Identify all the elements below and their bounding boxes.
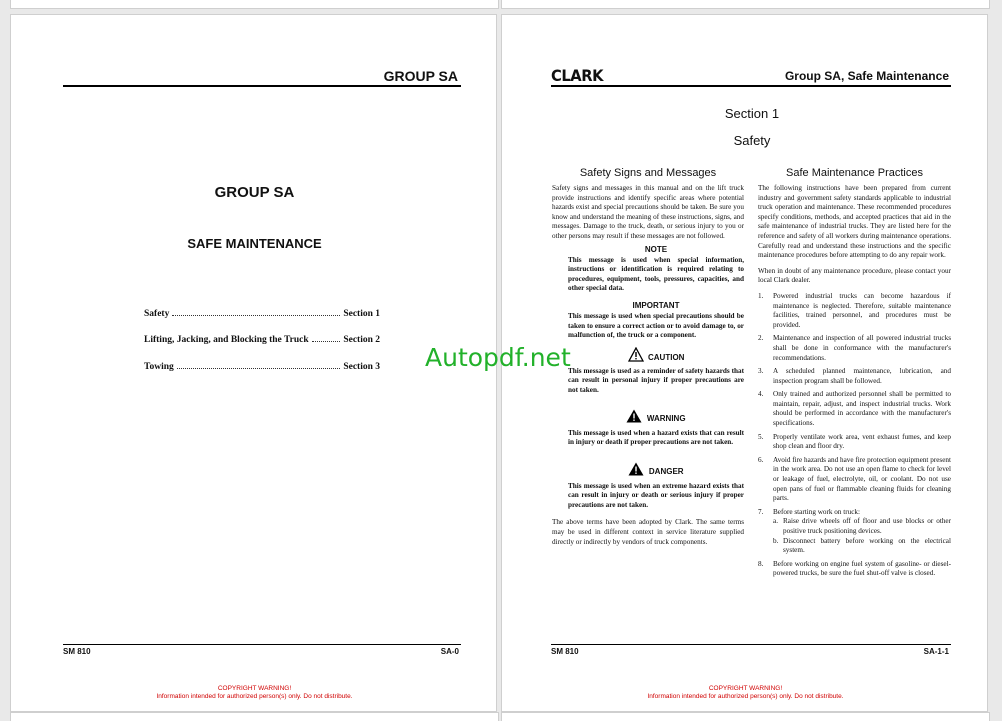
copyright-text: Information intended for authorized person(s) only. Do not distribute. [647,693,844,700]
note-text: This message is used when special information, instructions or identification is required relating to procedures, equipment, tools, pressures, capacities, and other special data. [568,255,744,293]
danger-text: This message is used when an extreme hazard exists that can result in injury or death or serious injury if proper precautions are not taken. [568,481,744,509]
caution-triangle-icon [628,347,644,362]
toc-section: Section 2 [343,335,380,345]
caution-label: CAUTION [648,352,685,362]
safety-signs-column [552,167,744,547]
copyright-warning [11,685,498,701]
list-item: 6. Avoid fire hazards and have fire protection equipment present in the work area. Do not use an open flame to check for level or leakage of fuel, electrolyte, oil, or coolant. Do not use open pans of fuel or flammable cleaning fluids for cleaning parts. [758,455,951,503]
header-rule [551,85,951,87]
footer-manual-number: SM 810 [551,647,579,656]
list-item: 7. Before starting work on truck: a. Raise drive wheels off of floor and use blocks or other positive truck positioning devices. b. Disconnect battery before working on the electrical system. [758,507,951,555]
left-page-header: GROUP SA [383,68,458,84]
copyright-text: Information intended for authorized person(s) only. Do not distribute. [156,693,353,700]
section-title: Safety [733,133,771,148]
danger-heading [552,461,744,479]
toc-label: Safety [144,309,170,319]
copyright-title: COPYRIGHT WARNING! [217,685,292,692]
toc-section: Section 3 [343,362,380,372]
left-page [10,14,497,712]
safe-maintenance-intro: The following instructions have been prepared from current industry and government safety standards applicable to industrial truck operation and maintenance. These recommended procedures specify conditions, methods, and accepted practices that aid in the safe maintenance of industrial trucks. They are listed here for the reference and safety of all workers during maintenance operations. Carefully read and understand these instructions and the specific maintenance procedures before attempting to do any repair work. [758,184,951,260]
toc-row-towing[interactable] [144,362,380,372]
footer-rule [551,644,951,645]
header-rule [63,85,461,87]
important-text: This message is used when special precautions should be taken to ensure a correct action or to avoid damage to, or malfunction of, the truck or a component. [568,311,744,340]
warning-label: WARNING [646,413,686,423]
prev-page-edge-left [10,0,499,9]
caution-heading [552,347,744,365]
warning-heading [552,408,744,426]
footer-page-number: SA-1-1 [923,647,949,656]
toc-section: Section 1 [343,309,380,319]
warning-triangle-icon [626,409,642,423]
caution-text: This message is used as a reminder of safety hazards that can result in personal injury if proper precautions are not taken. [568,366,744,394]
list-item: 5. Properly ventilate work area, vent exhaust fumes, and keep shop clean and floor dry. [758,432,951,451]
clark-logo: CLARK [551,66,604,85]
important-label: IMPORTANT [632,300,680,310]
watermark: Autopdf.net [425,343,571,372]
footer-manual-number: SM 810 [63,647,91,656]
safety-signs-heading: Safety Signs and Messages [579,167,717,179]
sub-list-item: b. Disconnect battery before working on the electrical system. [773,536,951,555]
toc-leader [177,368,341,369]
danger-label: DANGER [648,466,684,476]
next-page-edge-right [501,712,990,721]
danger-triangle-icon [628,462,644,476]
safe-maintenance-heading: Safe Maintenance Practices [786,167,923,179]
toc-leader [312,341,341,342]
toc-row-lifting[interactable] [144,335,380,345]
sub-list-item: a. Raise drive wheels off of floor and use blocks or other positive truck positioning devices. [773,517,951,535]
toc-row-safety[interactable] [144,309,380,319]
footer-page-number: SA-0 [440,647,459,656]
right-page [501,14,988,712]
group-subtitle: SAFE MAINTENANCE [187,236,322,251]
safe-maintenance-column [758,167,951,583]
prev-page-edge-right [501,0,990,9]
section-number: Section 1 [724,106,780,121]
safety-signs-intro: Safety signs and messages in this manual and on the lift truck provide instructions and identify specific areas where potential hazards exist and special precautions should be taken. Be sure you know and understand the meaning of these instructions, signs, and messages. Damage to the truck, death, or serious injury to you or other persons may result if these messages are not followed. [552,184,744,240]
toc-leader [172,315,340,316]
safety-signs-outro: The above terms have been adopted by Clark. The same terms may be used in different context in service literature supplied directly or indirectly by vendors of truck components. [552,518,744,546]
list-item: 4. Only trained and authorized personnel shall be permitted to maintain, repair, adjust, and inspect industrial trucks. Work should be performed in accordance with the manufacturer's specifications. [758,390,951,428]
copyright-warning [502,685,989,701]
next-page-edge-left [10,712,499,721]
group-title: GROUP SA [214,184,295,201]
safe-maintenance-intro-2: When in doubt of any maintenance procedure, please contact your local Clark dealer. [758,266,951,285]
list-item: 2. Maintenance and inspection of all powered industrial trucks shall be done in conformance with the manufacturer's recommendations. [758,334,951,362]
list-item: 3. A scheduled planned maintenance, lubrication, and inspection program shall be followed. [758,367,951,385]
note-label: NOTE [644,244,668,254]
warning-text: This message is used when a hazard exists that can result in injury or death if proper precautions are not taken. [568,428,744,447]
list-item: 8. Before working on engine fuel system of gasoline- or diesel-powered trucks, be sure the fuel shut-off valve is closed. [758,559,951,578]
copyright-title: COPYRIGHT WARNING! [708,685,783,692]
footer-rule [63,644,461,645]
toc-label: Towing [144,362,174,372]
right-page-header: Group SA, Safe Maintenance [784,69,949,83]
list-item: 1. Powered industrial trucks can become hazardous if maintenance is neglected. Therefore, suitable maintenance facilities, trained personnel, and procedures must be provided. [758,291,951,329]
toc-label: Lifting, Jacking, and Blocking the Truck [144,335,309,345]
